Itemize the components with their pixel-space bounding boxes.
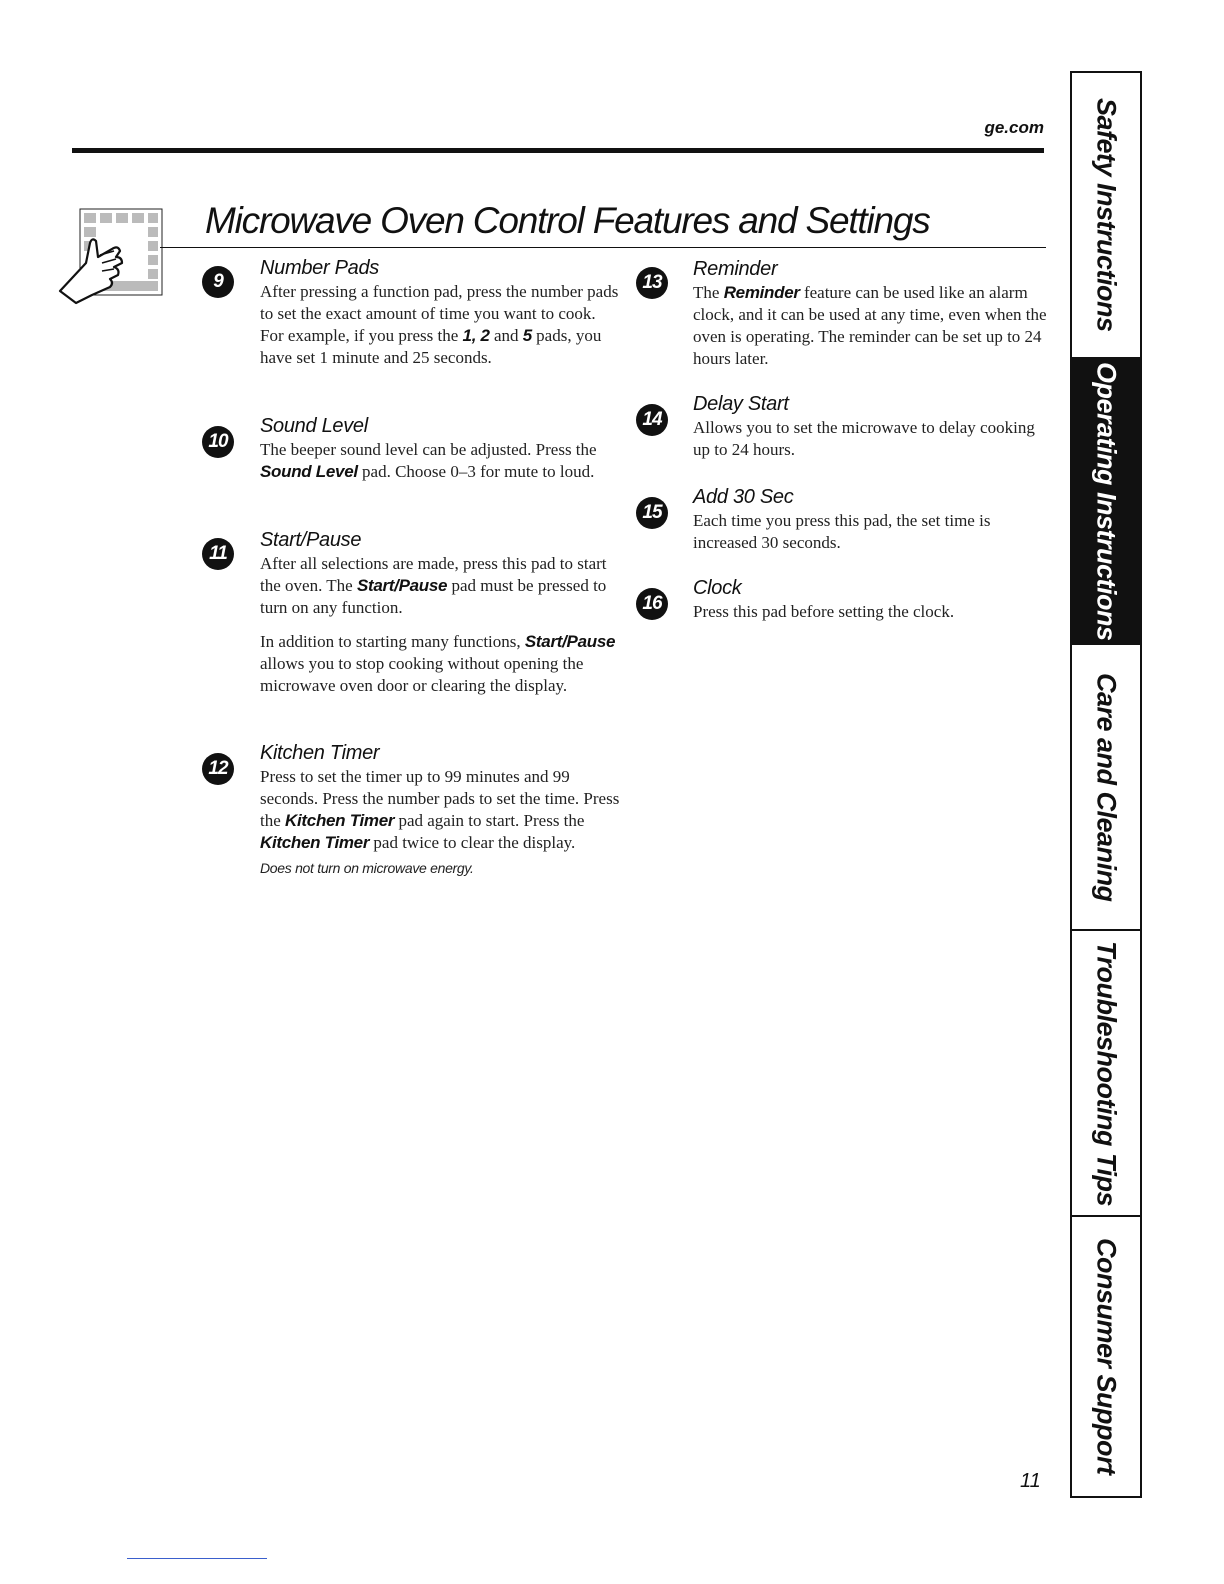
page-number: 11 <box>1020 1470 1041 1492</box>
feature-title: Kitchen Timer <box>260 742 380 764</box>
site-url[interactable]: ge.com <box>984 118 1044 137</box>
feature-description: The beeper sound level can be adjusted. Press the Sound Level pad. Choose 0–3 for mute to loud. <box>260 440 597 481</box>
footer-link-underline <box>127 1558 267 1559</box>
feature-title: Clock <box>693 577 742 599</box>
feature-title: Reminder <box>693 258 778 280</box>
feature-title: Add 30 Sec <box>693 486 794 508</box>
feature-description: The Reminder feature can be used like an alarm clock, and it can be used at any time, even when the oven is operating. The reminder can be set up to 24 hours later. <box>693 283 1047 368</box>
tab-consumer-support[interactable] <box>1072 1217 1140 1496</box>
callout-badge: 14 <box>636 404 668 436</box>
page-title: Microwave Oven Control Features and Settings <box>205 200 930 241</box>
tab-label: Consumer Support <box>1091 1238 1122 1475</box>
tab-label: Safety Instructions <box>1091 98 1122 332</box>
feature-description: Allows you to set the microwave to delay cooking up to 24 hours. <box>693 418 1035 459</box>
callout-badge: 16 <box>636 588 668 620</box>
callout-badge: 9 <box>202 266 234 298</box>
tab-label: Operating Instructions <box>1091 361 1122 641</box>
feature-description: Press this pad before setting the clock. <box>693 602 955 621</box>
tab-safety-instructions[interactable] <box>1072 73 1140 359</box>
feature-title: Sound Level <box>260 415 368 437</box>
callout-badge: 11 <box>202 538 234 570</box>
callout-badge: 10 <box>202 426 234 458</box>
hand-pressing-keypad-icon <box>56 205 166 305</box>
callout-badge: 12 <box>202 753 234 785</box>
feature-description: After pressing a function pad, press the number pads to set the exact amount of time you want to cook. For example, if you press the 1, 2 and 5 pads, you have set 1 minute and 25 seconds. <box>260 282 619 367</box>
feature-title: Start/Pause <box>260 529 362 551</box>
tab-label: Care and Cleaning <box>1091 672 1122 902</box>
callout-badge: 15 <box>636 497 668 529</box>
feature-title: Delay Start <box>693 393 789 415</box>
tab-troubleshooting-tips[interactable] <box>1072 931 1140 1217</box>
feature-title: Number Pads <box>260 257 379 279</box>
title-rule <box>160 247 1046 248</box>
feature-note: Does not turn on microwave energy. <box>260 860 474 876</box>
callout-badge: 13 <box>636 267 668 299</box>
feature-description-extra: In addition to starting many functions, Start/Pause allows you to stop cooking without opening the microwave oven door or clearing the display. <box>260 632 616 695</box>
tab-label: Troubleshooting Tips <box>1091 940 1122 1206</box>
tab-operating-instructions[interactable] <box>1072 359 1140 645</box>
feature-description: Each time you press this pad, the set time is increased 30 seconds. <box>693 511 991 552</box>
section-tabs <box>1070 71 1142 1498</box>
tab-care-and-cleaning[interactable] <box>1072 645 1140 931</box>
feature-description: After all selections are made, press this pad to start the oven. The Start/Pause pad must be pressed to turn on any function. <box>260 554 607 617</box>
feature-description: Press to set the timer up to 99 minutes and 99 seconds. Press the number pads to set the time. Press the Kitchen Timer pad again to start. Press the Kitchen Timer pad twice to clear the display. <box>260 767 620 852</box>
header-rule <box>72 148 1044 153</box>
